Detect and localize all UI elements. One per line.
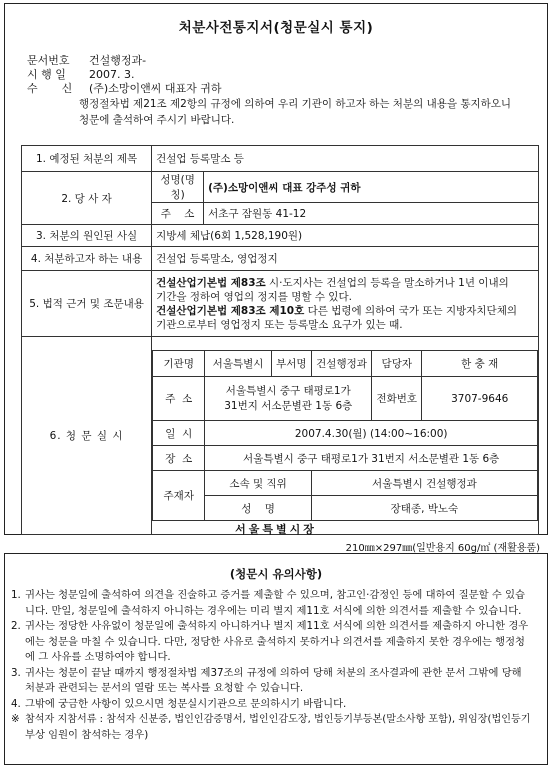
- hearing-address-value: [205, 377, 372, 421]
- phone-label: 전화번호: [372, 377, 422, 421]
- person-label: 담당자: [372, 351, 422, 377]
- planned-disposition-value: 건설업 등록말소 등: [152, 146, 539, 172]
- note-line: 에는 청문을 마칠 수 있습니다. 다만, 정당한 사유로 출석하지 못하거나 의견서를 제출하지 못한 경우에는 행정청: [25, 635, 525, 648]
- notice-body-line-1: 행정절차법 제21조 제2항의 규정에 의하여 우리 기관이 하고자 하는 처분의 내용을 통지하오니: [79, 98, 512, 110]
- chair-dept-value: 서울특별시 건설행정과: [311, 471, 537, 496]
- hearing-label: 6. 청 문 실 시: [22, 337, 152, 535]
- doc-number-value: 건설행정과-: [89, 54, 147, 67]
- hearing-details: [152, 337, 539, 535]
- doc-number-label: 문서번호: [27, 54, 70, 67]
- legal-basis-line-1: [156, 276, 534, 290]
- hearing-address-line-2: 31번지 서소문별관 1동 6층: [224, 399, 353, 412]
- notice-body-line-2: 청문에 출석하여 주시기 바랍니다.: [79, 114, 235, 126]
- chair-name-value: 장태종, 박노숙: [311, 496, 537, 521]
- note-line: 참석자 지참서류 : 참석자 신분증, 법인인감증명서, 법인인감도장, 법인등기부등본(말소사항 포함), 위임장(법인등기: [25, 714, 531, 725]
- legal-basis-line-2: 기간을 정하여 영업의 정지를 명할 수 있다.: [156, 290, 352, 303]
- dept-label: 부서명: [271, 351, 311, 377]
- issue-date-line: [27, 68, 134, 81]
- note-number: ※: [11, 713, 20, 725]
- chair-label: 주재자: [153, 471, 205, 521]
- legal-basis-article-1: 건설산업기본법 제83조: [156, 276, 266, 289]
- issue-date-label: 시 행 일: [27, 68, 66, 81]
- disposition-content-value: 건설업 등록말소, 영업정지: [152, 247, 539, 271]
- agency-label: 기관명: [153, 351, 205, 377]
- party-address-value: 서초구 잠원동 41-12: [204, 203, 539, 225]
- note-item: [11, 666, 539, 697]
- note-line: 그밖에 궁금한 사항이 있으시면 청문실시기관으로 문의하시기 바랍니다.: [25, 697, 347, 710]
- note-line: 처분과 관련되는 문서의 열람 또는 복사를 요청할 수 있습니다.: [25, 682, 304, 694]
- agency-value: 서울특별시: [205, 351, 271, 377]
- legal-basis-label: 5. 법적 근거 및 조문내용: [22, 271, 152, 337]
- legal-basis-article-2: 건설산업기본법 제83조 제10호: [156, 304, 305, 317]
- planned-disposition-label: 1. 예정된 처분의 제목: [22, 146, 152, 172]
- hearing-address-line-1: 서울특별시 중구 태평로1가: [225, 384, 351, 397]
- note-number: 4.: [11, 697, 21, 710]
- disposition-content-label: 4. 처분하고자 하는 내용: [22, 247, 152, 271]
- paper-spec: 210㎜×297㎜(일반용지 60g/㎡ (재활용품): [345, 543, 540, 554]
- note-number: 1.: [11, 589, 21, 601]
- cause-fact-label: 3. 처분의 원인된 사실: [22, 225, 152, 247]
- document-title: 처분사전통지서(청문실시 통지): [178, 20, 374, 36]
- doc-number-line: [27, 54, 146, 67]
- notes-title: (청문시 유의사항): [229, 567, 323, 581]
- legal-basis-line-3: [156, 304, 534, 318]
- chair-dept-label: 소속 및 직위: [205, 471, 312, 496]
- note-item: [11, 619, 539, 666]
- note-number: 2.: [11, 620, 21, 632]
- party-address-label: 주 소: [152, 203, 204, 225]
- recipient-line: [27, 82, 221, 95]
- note-item: [11, 697, 539, 713]
- legal-basis-text-3: 다른 법령에 의하여 국가 또는 지방자치단체의: [304, 304, 517, 317]
- note-line: 귀사는 청문일에 출석하여 의견을 진술하고 증거를 제출할 수 있으며, 참고인·감정인 등에 대하여 질문할 수 있습: [25, 589, 525, 601]
- dept-value: 건설행정과: [311, 351, 371, 377]
- disposition-table: [21, 145, 539, 535]
- note-line: 부상 임원이 참석하는 경우): [25, 728, 149, 741]
- party-name-value: (주)소망이앤씨 대표 강주성 귀하: [204, 172, 539, 203]
- hearing-place-label: 장 소: [153, 446, 205, 471]
- hearing-place-value: 서울특별시 중구 태평로1가 31번지 서소문별관 1동 6층: [205, 446, 538, 471]
- legal-basis-content: [152, 271, 539, 337]
- recipient-value: (주)소망이앤씨 대표자 귀하: [89, 82, 222, 95]
- hearing-table: [152, 350, 538, 521]
- recipient-label: 수 신: [27, 82, 75, 95]
- note-line: 귀사는 정당한 사유없이 청문일에 출석하지 아니하거나 별지 제11호 서식에 의한 의견서를 제출하지 아니한 경우: [25, 620, 529, 632]
- legal-basis-line-4: 기관으로부터 영업정지 또는 등록말소 요구가 있는 때.: [156, 318, 403, 331]
- note-number: 3.: [11, 666, 21, 679]
- hearing-datetime-label: 일 시: [153, 421, 205, 446]
- party-label: 2. 당 사 자: [22, 172, 152, 225]
- issuer-name: 서울특별시장: [235, 523, 317, 536]
- hearing-notes: [4, 553, 548, 765]
- legal-basis-text-1: 시·도지사는 건설업의 등록을 말소하거나 1년 이내의: [265, 276, 509, 289]
- hearing-datetime-value: 2007.4.30(월) (14:00~16:00): [205, 421, 538, 446]
- notice-form: [4, 3, 548, 535]
- issue-date-value: 2007. 3.: [89, 68, 135, 81]
- phone-value: 3707-9646: [422, 377, 538, 421]
- note-item: [11, 588, 539, 619]
- note-line: 귀사는 청문이 끝날 때까지 행정절차법 제37조의 규정에 의하여 당해 처분의 조사결과에 관한 문서 그밖에 당해: [25, 666, 522, 679]
- party-name-label: 성명(명칭): [152, 172, 204, 203]
- hearing-address-label: 주 소: [153, 377, 205, 421]
- note-line: 니다. 만일, 청문일에 출석하지 아니하는 경우에는 미리 별지 제11호 서식에 의한 의견서를 제출할 수 있습니다.: [25, 604, 522, 617]
- note-item: [11, 712, 539, 743]
- note-line: 에 그 사유를 소명하여야 합니다.: [25, 651, 171, 663]
- chair-name-label: 성 명: [205, 496, 312, 521]
- cause-fact-value: 지방세 체납(6회 1,528,190원): [152, 225, 539, 247]
- person-value: 한 충 재: [422, 351, 538, 377]
